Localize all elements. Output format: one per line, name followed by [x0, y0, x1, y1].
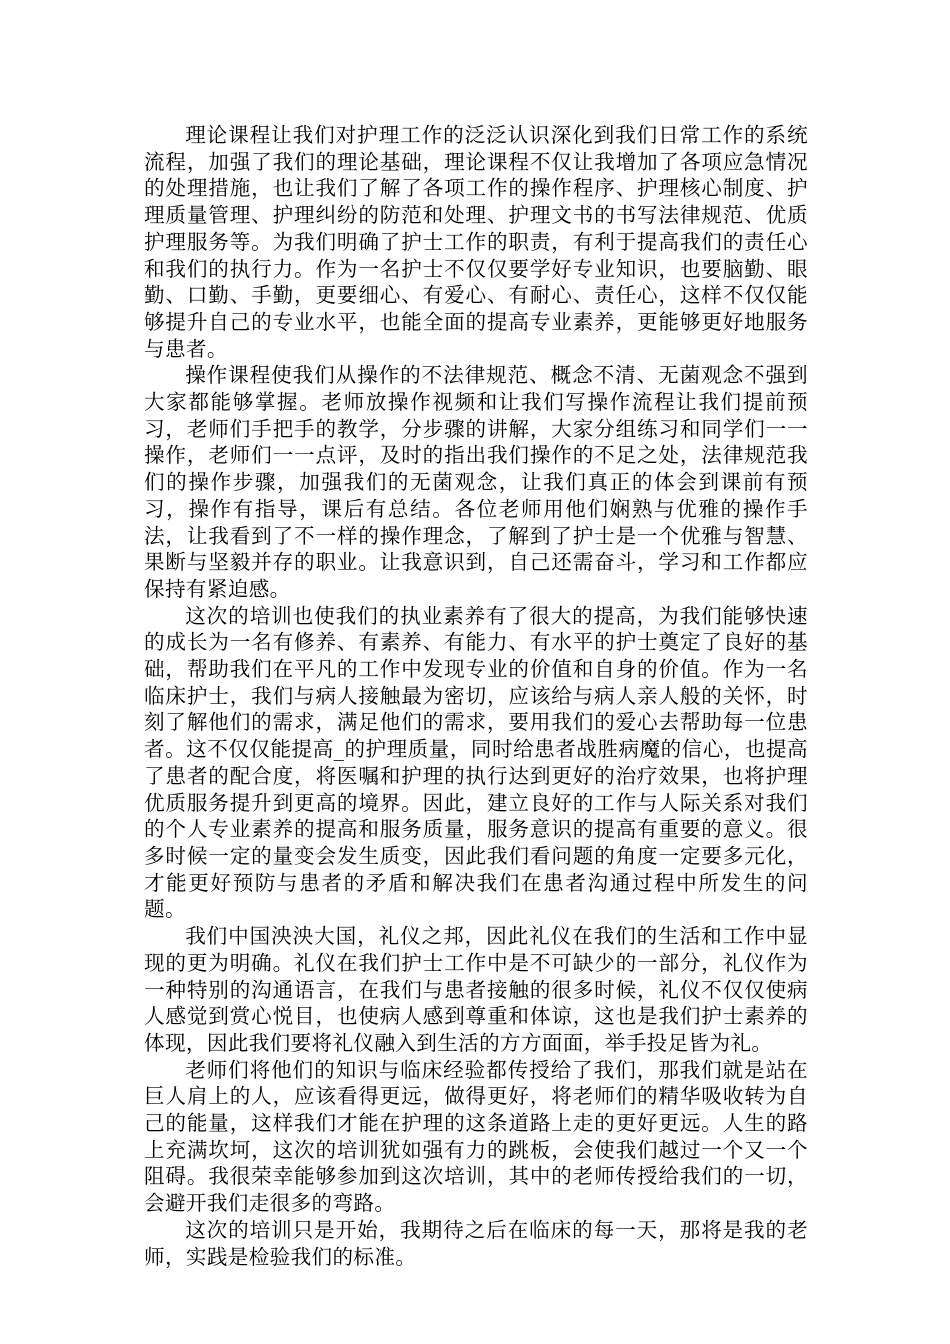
paragraph-practical-course: 操作课程使我们从操作的不法律规范、概念不清、无菌观念不强到大家都能够掌握。老师放操作视频和让我们写操作流程让我们提前预习，老师们手把手的教学，分步骤的讲解，大家分组练习和同学们一一操作，老师们一一点评，及时的指出我们操作的不足之处，法律规范我们的操作步骤，加强我们的无菌观念，让我们真正的体会到课前有预习，操作有指导，课后有总结。各位老师用他们娴熟与优雅的操作手法，让我看到了不一样的操作理念，了解到了护士是一个优雅与智慧、果断与坚毅并存的职业。让我意识到，自己还需奋斗，学习和工作都应保持有紧迫感。 — [144, 363, 808, 601]
paragraph-teachers: 老师们将他们的知识与临床经验都传授给了我们，那我们就是站在巨人肩上的人，应该看得更远，做得更好，将老师们的精华吸收转为自己的能量，这样我们才能在护理的这条道路上走的更好更远。人生的路上充满坎坷，这次的培训犹如强有力的跳板，会使我们越过一个又一个阻碍。我很荣幸能够参加到这次培训，其中的老师传授给我们的一切，会避开我们走很多的弯路。 — [144, 1057, 808, 1216]
document-body — [144, 122, 808, 1270]
paragraph-conclusion: 这次的培训只是开始，我期待之后在临床的每一天，那将是我的老师，实践是检验我们的标准。 — [144, 1217, 808, 1269]
paragraph-theory-course: 理论课程让我们对护理工作的泛泛认识深化到我们日常工作的系统流程，加强了我们的理论基础，理论课程不仅让我增加了各项应急情况的处理措施，也让我们了解了各项工作的操作程序、护理核心制度、护理质量管理、护理纠纷的防范和处理、护理文书的书写法律规范、优质护理服务等。为我们明确了护士工作的职责，有利于提高我们的责任心和我们的执行力。作为一名护士不仅仅要学好专业知识，也要脑勤、眼勤、口勤、手勤，更要细心、有爱心、有耐心、责任心，这样不仅仅能够提升自己的专业水平，也能全面的提高专业素养，更能够更好地服务与患者。 — [144, 123, 808, 361]
paragraph-etiquette: 我们中国泱泱大国，礼仪之邦，因此礼仪在我们的生活和工作中显现的更为明确。礼仪在我们护士工作中是不可缺少的一部分，礼仪作为一种特别的沟通语言，在我们与患者接触的很多时候，礼仪不仅仅使病人感觉到赏心悦目，也使病人感到尊重和体谅，这也是我们护士素养的体现，因此我们要将礼仪融入到生活的方方面面，举手投足皆为礼。 — [144, 924, 808, 1055]
paragraph-professional-quality: 这次的培训也使我们的执业素养有了很大的提高，为我们能够快速的成长为一名有修养、有素养、有能力、有水平的护士奠定了良好的基础，帮助我们在平凡的工作中发现专业的价值和自身的价值。作为一名临床护士，我们与病人接触最为密切，应该给与病人亲人般的关怀，时刻了解他们的需求，满足他们的需求，要用我们的爱心去帮助每一位患者。这不仅仅能提高_的护理质量，同时给患者战胜病魔的信心，也提高了患者的配合度，将医嘱和护理的执行达到更好的治疗效果，也将护理优质服务提升到更高的境界。因此，建立良好的工作与人际关系对我们的个人专业素养的提高和服务质量，服务意识的提高有重要的意义。很多时候一定的量变会发生质变，因此我们看问题的角度一定要多元化，才能更好预防与患者的矛盾和解决我们在患者沟通过程中所发生的问题。 — [144, 603, 808, 922]
